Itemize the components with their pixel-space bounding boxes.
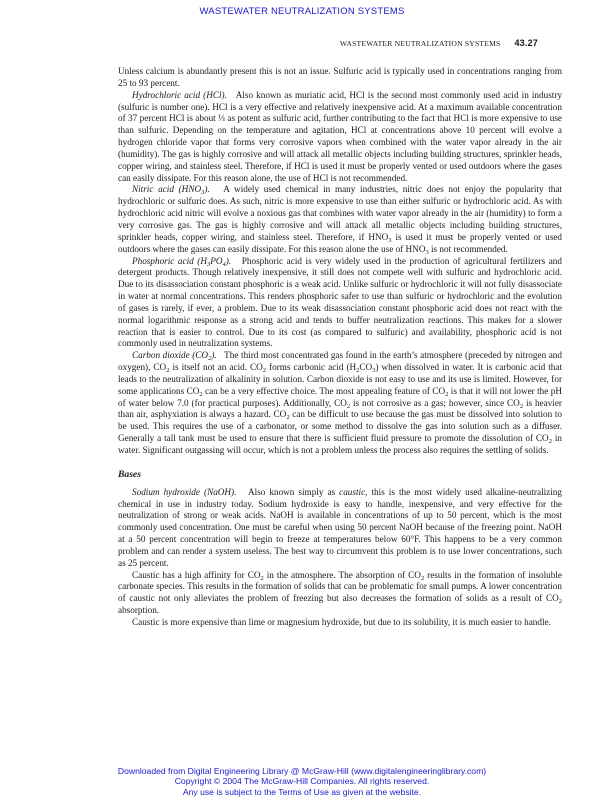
footer-notice [0,766,604,797]
paragraph-carbon-dioxide: Carbon dioxide $(CO_2)$. The third most concentrated gas found in the earth’s atmosphere (preceded by nitrogen and oxygen), $CO_2$ is itself not an acid. $CO_2$ forms carbonic acid $(H_2CO_3)$ when dissolved in water. It is carbonic acid that leads to the neutralization of alkalinity in solution. Carbon dioxide is not easy to use and its use is limited. However, for some applications $CO_2$ can be a very effective choice. The most appealing feature of $CO_2$ is that it will not lower the pH of water below 7.0 (for practical purposes). Additionally, $CO_2$ is not corrosive as a gas; however, since $CO_2$ is heavier than air, asphyxiation is always a hazard. $CO_2$ can be difficult to use because the gas must be dissolved into solution to be used. This requires the use of a carbonator, or some method to dissolve the gas into solution such as a diffuser. Generally a tall tank must be used to ensure that there is sufficient fluid pressure to promote the dissolution of $CO_2$ in water. Significant outgassing will occur, which is not a problem unless the process also requires the settling of solids. [118,350,563,455]
running-head [340,38,538,48]
page-number: 43.27 [514,38,538,48]
run-in-heading-co2: Carbon dioxide $(CO_2)$. [132,350,217,363]
paragraph-sodium-hydroxide: Sodium hydroxide (NaOH). Also known simply as caustic, this is the most widely used alkaline-neutralizing chemical in use in industry today. Sodium hydroxide is easy to handle, inexpensive, and very effective for the neutralization of strong or weak acids. NaOH is available in concentrations of up to 50 percent, which is the most commonly used concentration. One must be careful when using 50 percent NaOH because of the freezing point. NaOH at a 50 percent concentration will begin to freeze at temperatures below 60°F. This happens to be a very common problem and can render a system useless. The best way to circumvent this problem is to use lower concentrations, such as 25 percent. [118,486,562,568]
paragraph-caustic-cost: Caustic is more expensive than lime or magnesium hydroxide, but due to its solubility, it is much easier to handle. [132,616,551,627]
banner-title: WASTEWATER NEUTRALIZATION SYSTEMS [199,6,405,17]
paragraph-hydrochloric [118,90,562,185]
section-heading-bases: Bases [118,468,141,480]
footer-copyright: Copyright © 2004 The McGraw-Hill Companies. All rights reserved. [174,776,430,787]
paragraph-phosphoric: Phosphoric acid $(H_3PO_4)$. Phosphoric acid is very widely used in the production of agricultural fertilizers and detergent products. Though relatively inexpensive, it still does not compete well with sulfuric and hydrochloric acid. Due to its disassociation constant phosphoric is a weak acid. Unlike sulfuric or hydrochloric it will not fully disassociate in water at normal concentrations. This renders phosphoric safer to use than sulfuric or hydrochloric and the evolution of gases is rarely, if ever, a problem. Due to its weak disassociation constant phosphoric acid does not react with the normal logarithmic response as a strong acid and tends to buffer neutralization reactions. This makes for a slower reaction that is easier to control. Due to its cost (as compared to sulfuric) and availability, phosphoric acid is not commonly used in neutralization systems. [118,255,562,349]
paragraph-nitric: Nitric acid $(HNO_3)$. A widely used chemical in many industries, nitric does not enjoy the popularity that hydrochloric or sulfuric does. As such, nitric is more expensive to use than either sulfuric or hydrochloric acid. As with hydrochloric acid nitric will evolve a noxious gas that combines with water vapor already in the air (humidity) to form a very corrosive gas. The gas is highly corrosive and will attack all metallic objects including building structures, sprinkler heads, copper wiring, and stainless steel. Therefore, if $HNO_3$ is used it must be properly vented or used outdoors where the gases can easily dissipate. For this reason alone the use of $HNO_3$ is not recommended. [118,184,563,256]
footer-download-link[interactable]: Downloaded from Digital Engineering Library @ McGraw-Hill (www.digitalengineeringlibrary.com) [117,766,487,776]
running-head-title: WASTEWATER NEUTRALIZATION SYSTEMS [339,39,501,48]
run-in-heading-naoh: Sodium hydroxide (NaOH). [132,486,237,497]
paragraph-caustic-co2: Caustic has a high affinity for $CO_2$ in the atmosphere. The absorption of $CO_2$ results in the formation of insoluble carbonate species. This results in the formation of solids that can be problematic for small pumps. A lower concentration of caustic not only alleviates the problem of freezing but also decreases the formation of solids as a result of $CO_2$ absorption. [118,569,563,616]
run-in-heading-hcl: Hydrochloric acid (HCl). [132,89,227,100]
run-in-heading-phosphoric: Phosphoric acid $(H_3PO_4)$. [132,255,232,268]
run-in-heading-nitric: Nitric acid $(HNO_3)$. [132,184,210,197]
paragraph-sulfuric-end: Unless calcium is abundantly present this is not an issue. Sulfuric acid is typically used in concentrations ranging from 25 to 93 percent. [118,66,562,88]
hcl-text: Also known as muriatic acid, HCl is the second most commonly used acid in industry (sulfuric is number one). HCl is a very effective and relatively inexpensive acid. At a maximum available concentration of 37 percent HCl is about ⅓ as potent as sulfuric acid, further contributing to the fact that HCl is more expensive to use than sulfuric. Depending on the temperature and agitation, HCl at concentrations above 10 percent will evolve a hydrogen chloride vapor that forms very corrosive vapors when combined with the water vapor already in the air (humidity). The gas is highly corrosive and will attack all metallic objects including building structures, sprinkler heads, copper wiring, and stainless steel. Therefore, if HCl is used it must be properly vented or used outdoors where the gases can easily dissipate. For this reason alone, the use of HCl is not recommended. [118,89,562,183]
footer-terms: Any use is subject to the Terms of Use as given at the website. [182,786,422,797]
page-body [118,66,562,629]
